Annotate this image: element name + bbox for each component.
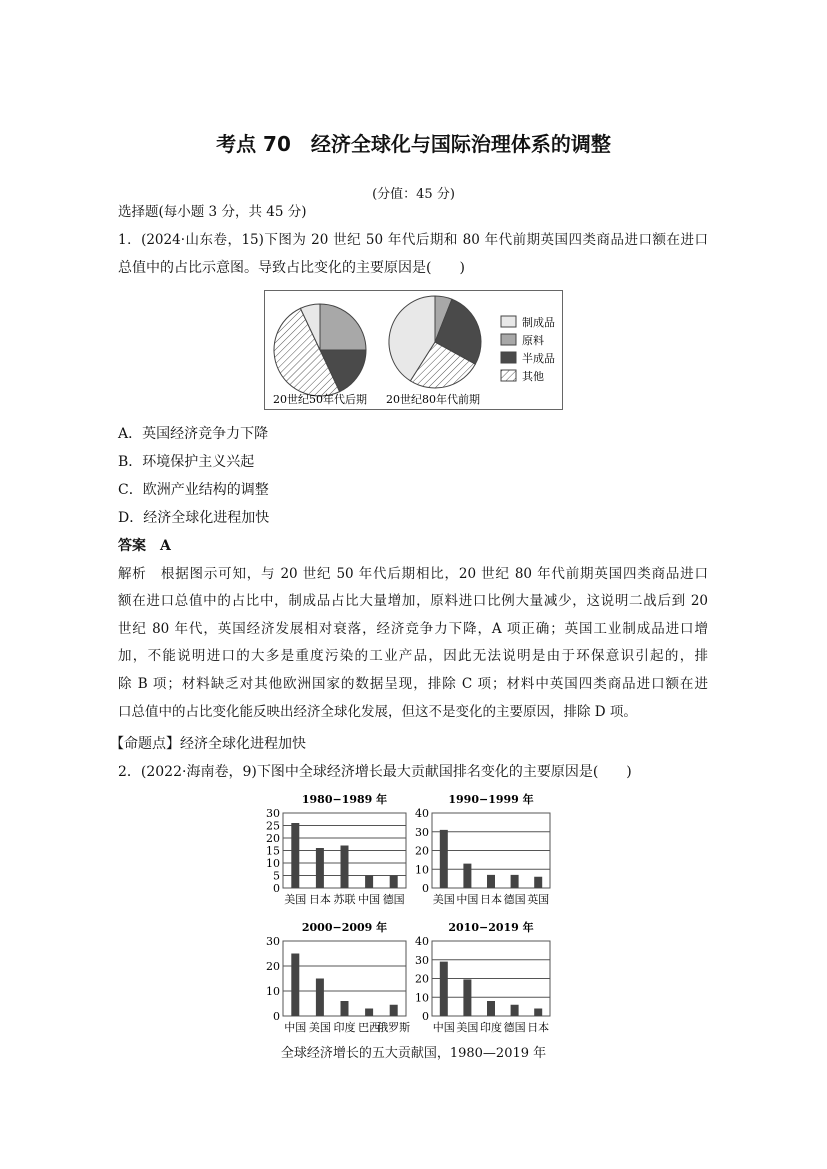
x-tick-label: 日本 — [527, 1021, 550, 1034]
q1-stem-line1: 1．(2024·山东卷，15)下图为 20 世纪 50 年代后期和 80 年代前期英国四类商品进口额在进口 — [118, 232, 708, 248]
legend-label: 半成品 — [522, 352, 555, 365]
x-tick-label: 中国 — [456, 893, 479, 906]
y-tick-label: 5 — [273, 869, 280, 883]
y-tick-label: 0 — [273, 1010, 280, 1023]
x-tick-label: 德国 — [503, 893, 526, 906]
bar — [316, 979, 324, 1017]
y-tick-label: 40 — [415, 935, 429, 948]
option-b: B．环境保护主义兴起 — [118, 454, 255, 470]
chart-title: 1980−1989 年 — [301, 793, 388, 806]
x-tick-label: 巴西 — [358, 1021, 381, 1034]
bar-chart — [415, 920, 550, 1034]
q1-stem-line2: 总值中的占比示意图。导致占比变化的主要原因是( ) — [118, 260, 465, 276]
bar — [316, 848, 324, 888]
bar — [534, 877, 542, 888]
x-tick-label: 中国 — [432, 1021, 455, 1034]
option-c: C．欧洲产业结构的调整 — [118, 482, 269, 498]
legend-label: 其他 — [522, 370, 544, 383]
chart-title: 2010−2019 年 — [448, 921, 534, 934]
option-d: D．经济全球化进程加快 — [118, 510, 270, 526]
x-tick-label: 印度 — [480, 1021, 502, 1034]
y-tick-label: 10 — [266, 857, 280, 870]
x-tick-label: 印度 — [333, 1021, 356, 1034]
analysis-line: 口总值中的占比变化能反映出经济全球化发展，但这不是变化的主要原因，排除 D 项。 — [118, 704, 637, 720]
x-tick-label: 美国 — [456, 1021, 479, 1034]
y-tick-label: 0 — [422, 882, 429, 895]
chart-title: 2000−2009 年 — [301, 921, 388, 934]
y-tick-label: 20 — [415, 844, 429, 858]
x-tick-label: 中国 — [358, 893, 381, 906]
q2-stem: 2．(2022·海南卷，9)下图中全球经济增长最大贡献国排名变化的主要原因是( ) — [118, 764, 632, 780]
pie-label: 20世纪50年代后期 — [273, 393, 367, 406]
bar — [341, 1001, 349, 1016]
bar — [291, 823, 299, 888]
y-tick-label: 15 — [266, 844, 280, 858]
bar — [365, 1009, 373, 1017]
x-tick-label: 德国 — [503, 1021, 526, 1034]
bar — [341, 846, 349, 889]
bar — [463, 864, 471, 888]
legend-label: 原料 — [522, 334, 544, 347]
legend-swatch — [501, 316, 516, 327]
chart-title: 1990−1999 年 — [448, 793, 534, 806]
legend-label: 制成品 — [522, 316, 555, 329]
bar-chart — [415, 792, 550, 906]
bar — [291, 954, 299, 1017]
bar — [463, 979, 471, 1016]
x-tick-label: 美国 — [284, 893, 307, 906]
legend-swatch — [501, 352, 516, 363]
analysis-line: 额在进口总值中的占比中，制成品占比大量增加，原料进口比例大量减少，这说明二战后到 20 — [118, 593, 708, 609]
analysis-line: 世纪 80 年代，英国经济发展相对衰落，经济竞争力下降，A 项正确；英国工业制成品进口增 — [118, 621, 708, 637]
score-note: (分值：45 分) — [372, 187, 455, 202]
x-tick-label: 美国 — [432, 893, 455, 906]
x-tick-label: 德国 — [382, 893, 405, 906]
legend-swatch — [501, 334, 516, 345]
bar — [440, 962, 448, 1016]
x-tick-label: 英国 — [527, 893, 550, 906]
y-tick-label: 20 — [415, 972, 429, 986]
analysis-line: 解析 根据图示可知，与 20 世纪 50 年代后期相比，20 世纪 80 年代前期英国四类商品进口 — [118, 566, 708, 582]
y-tick-label: 10 — [266, 985, 280, 998]
y-tick-label: 30 — [415, 825, 429, 839]
y-tick-label: 0 — [422, 1010, 429, 1023]
legend-swatch — [501, 370, 516, 381]
bar-chart — [266, 920, 410, 1034]
figure-caption: 全球经济增长的五大贡献国，1980—2019 年 — [280, 1046, 547, 1061]
analysis-line: 加，不能说明进口的大多是重度污染的工业产品，因此无法说明是由于环保意识引起的，排 — [118, 648, 708, 664]
y-tick-label: 30 — [266, 807, 280, 820]
topic-point: 【命题点】经济全球化进程加快 — [110, 736, 306, 752]
q1-pie-figure — [264, 290, 564, 411]
bar — [365, 876, 373, 889]
x-tick-label: 日本 — [480, 893, 502, 906]
bar — [487, 875, 495, 888]
bar — [390, 876, 398, 889]
bar — [534, 1009, 542, 1017]
q2-bar-figure — [260, 788, 580, 1038]
x-tick-label: 苏联 — [333, 893, 356, 906]
x-tick-label: 日本 — [308, 893, 331, 906]
x-tick-label: 美国 — [308, 1021, 331, 1034]
y-tick-label: 0 — [273, 882, 280, 895]
option-a: A．英国经济竞争力下降 — [118, 426, 269, 442]
y-tick-label: 30 — [266, 935, 280, 948]
y-tick-label: 20 — [266, 832, 280, 845]
y-tick-label: 10 — [415, 863, 429, 877]
bar — [511, 875, 519, 888]
pie-label: 20世纪80年代前期 — [386, 393, 480, 406]
x-tick-label: 中国 — [284, 1021, 307, 1034]
bar — [511, 1005, 519, 1016]
y-tick-label: 10 — [415, 991, 429, 1005]
x-tick-label: 俄罗斯 — [377, 1021, 411, 1034]
page-title: 考点 70 经济全球化与国际治理体系的调整 — [216, 132, 611, 156]
section-heading: 选择题(每小题 3 分，共 45 分) — [118, 204, 307, 220]
analysis-line: 除 B 项；材料缺乏对其他欧洲国家的数据呈现，排除 C 项；材料中英国四类商品进口额在进 — [118, 676, 708, 692]
bar-chart — [266, 792, 406, 906]
bar — [487, 1001, 495, 1016]
answer: 答案 A — [118, 538, 171, 554]
bar — [440, 830, 448, 888]
y-tick-label: 40 — [415, 807, 429, 820]
y-tick-label: 25 — [266, 819, 280, 833]
bar — [390, 1005, 398, 1016]
y-tick-label: 20 — [266, 960, 280, 973]
y-tick-label: 30 — [415, 953, 429, 967]
